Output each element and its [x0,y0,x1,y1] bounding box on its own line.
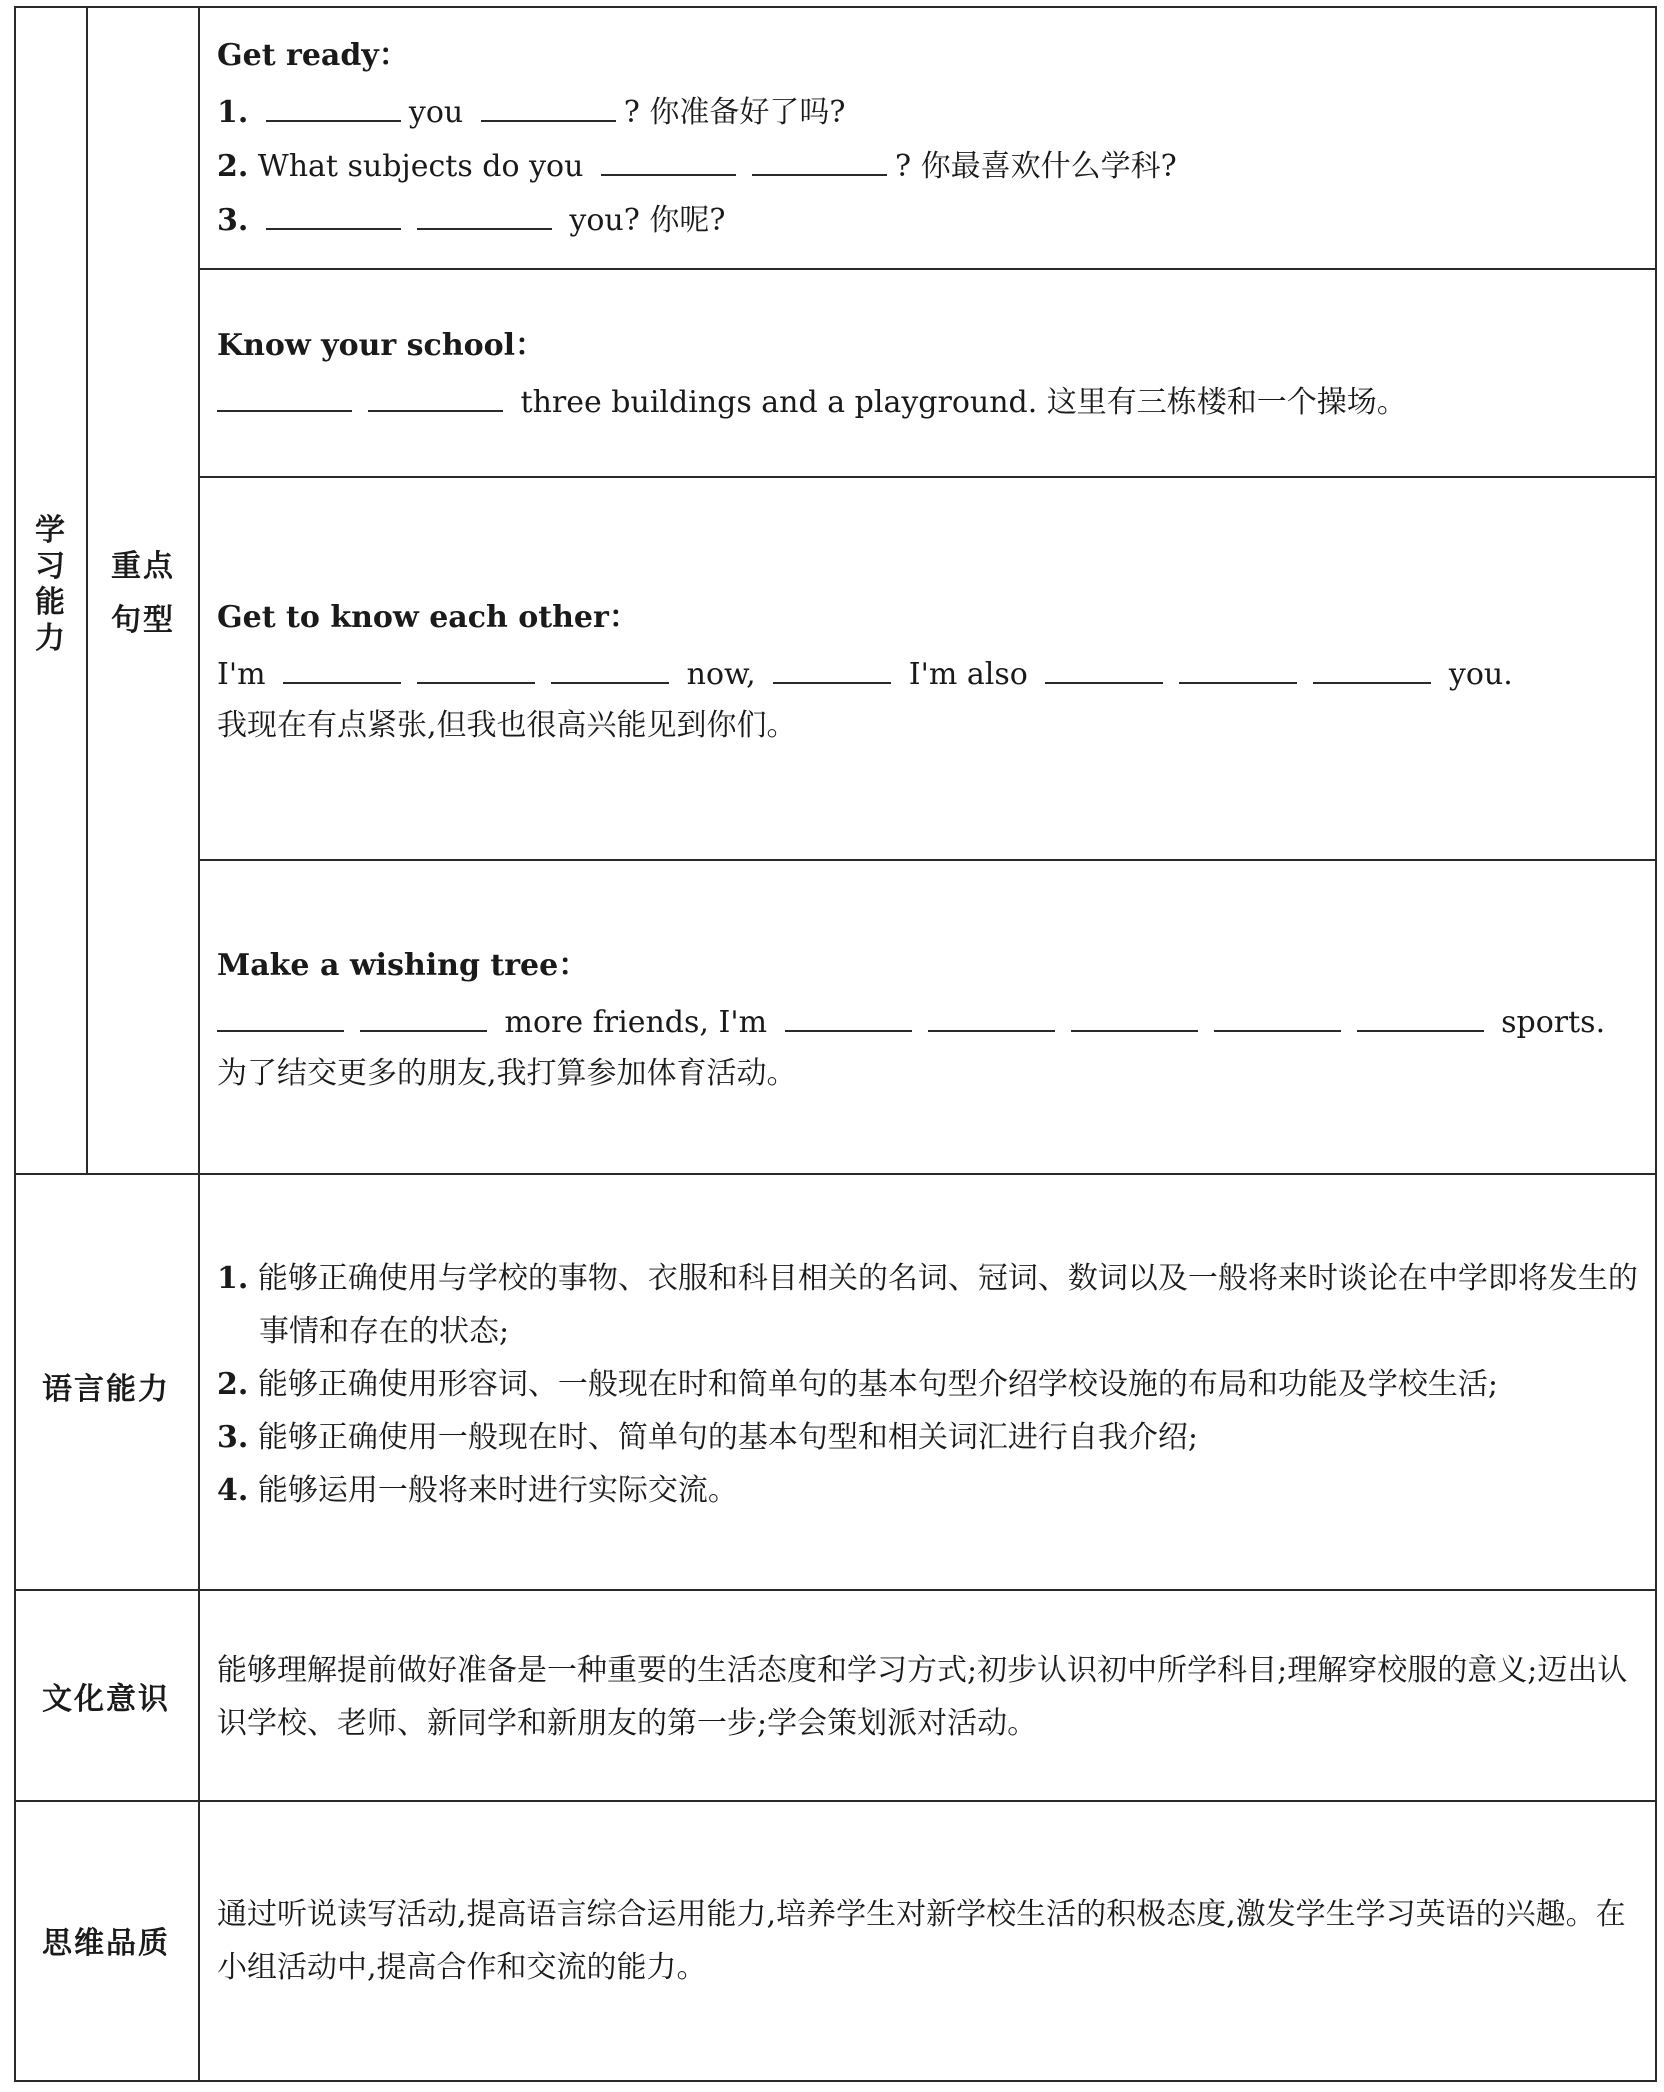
get-ready-line-1 [217,90,845,133]
label-cultural-awareness: 文化意识 [42,1682,170,1717]
blank [752,144,887,176]
divider-col1 [86,6,88,1173]
blank [1214,1000,1341,1032]
get-ready-line-3 [217,198,725,241]
divider-row-2 [198,476,1657,478]
text: you? 你呢? [569,203,726,238]
label-language-ability: 语言能力 [42,1372,170,1407]
divider-row-culture [14,1589,1657,1591]
text: three buildings and a playground. 这里有三栋楼和一个操场。 [520,385,1407,420]
culture-text: 能够理解提前做好准备是一种重要的生活态度和学习方式;初步认识初中所学科目;理解穿校服的意义;迈出认识学校、老师、新同学和新朋友的第一步;学会策划派对活动。 [217,1653,1628,1741]
text: you [408,95,464,130]
know-school-line [209,380,1407,423]
know-each-other-cn: 我现在有点紧张,但我也很高兴能见到你们。 [217,708,797,743]
table-border-left [14,6,16,2082]
blank [283,652,401,684]
know-school-heading: Know your school： [217,328,546,363]
label-key-sentences-1: 重点 [111,549,175,584]
table-border-top [14,6,1657,8]
blank [417,652,535,684]
wishing-tree-cn: 为了结交更多的朋友,我打算参加体育活动。 [217,1056,797,1091]
text: ? 你最喜欢什么学科? [894,149,1177,184]
text: I'm also [908,657,1028,692]
divider-row-3 [198,859,1657,861]
language-item-2 [217,1358,1647,1411]
blank [1071,1000,1198,1032]
divider-row-thinking [14,1800,1657,1802]
blank [928,1000,1055,1032]
item-text: 能够正确使用与学校的事物、衣服和科目相关的名词、冠词、数词以及一般将来时谈论在中学即将发生的事情和存在的状态; [257,1261,1638,1349]
language-item-3 [217,1411,1647,1464]
item-number: 1. [217,1261,249,1296]
know-each-other-heading: Get to know each other： [217,600,639,635]
label-char: 能 [35,585,65,620]
item-number: 2. [217,1367,249,1402]
blank [217,380,352,412]
language-item-1 [217,1252,1647,1358]
item-number: 1. [217,95,249,130]
get-ready-heading: Get ready： [217,38,409,73]
blank [1179,652,1297,684]
language-list [217,1252,1647,1517]
wishing-tree-heading: Make a wishing tree： [217,948,589,983]
blank [481,90,616,122]
text: now, [686,657,756,692]
text: more friends, I'm [504,1005,768,1040]
blank [1357,1000,1484,1032]
blank [1313,652,1431,684]
text: sports. [1501,1005,1606,1040]
label-char: 学 [35,513,65,548]
blank [368,380,503,412]
label-key-sentences-2: 句型 [111,603,175,638]
language-item-4 [217,1464,1647,1517]
table-border-bottom [14,2080,1657,2082]
text: you. [1448,657,1513,692]
blank [360,1000,487,1032]
label-thinking-quality: 思维品质 [42,1926,170,1961]
divider-col2 [198,6,200,2082]
blank [785,1000,912,1032]
item-number: 3. [217,1420,249,1455]
objectives-table [14,6,1657,2082]
item-text: 能够正确使用一般现在时、简单句的基本句型和相关词汇进行自我介绍; [257,1420,1198,1455]
divider-row-language [14,1173,1657,1175]
blank [601,144,736,176]
wishing-tree-line [209,1000,1605,1043]
blank [417,198,552,230]
label-char: 力 [35,621,65,656]
item-number: 4. [217,1473,249,1508]
text: ? 你准备好了吗? [623,95,846,130]
item-number: 2. [217,149,249,184]
label-char: 习 [35,549,65,584]
blank [217,1000,344,1032]
item-text: 能够正确使用形容词、一般现在时和简单句的基本句型介绍学校设施的布局和功能及学校生活; [257,1367,1498,1402]
blank [551,652,669,684]
blank [266,198,401,230]
table-border-right [1655,6,1657,2082]
blank [266,90,401,122]
divider-row-1 [198,268,1657,270]
blank [773,652,891,684]
text: What subjects do you [257,149,584,184]
item-number: 3. [217,203,249,238]
get-ready-line-2 [217,144,1177,187]
text: I'm [217,657,266,692]
thinking-text: 通过听说读写活动,提高语言综合运用能力,培养学生对新学校生活的积极态度,激发学生学习英语的兴趣。在小组活动中,提高合作和交流的能力。 [217,1897,1626,1985]
label-learning-ability [30,513,70,657]
blank [1045,652,1163,684]
item-text: 能够运用一般将来时进行实际交流。 [257,1473,738,1508]
know-each-other-line [217,652,1513,695]
